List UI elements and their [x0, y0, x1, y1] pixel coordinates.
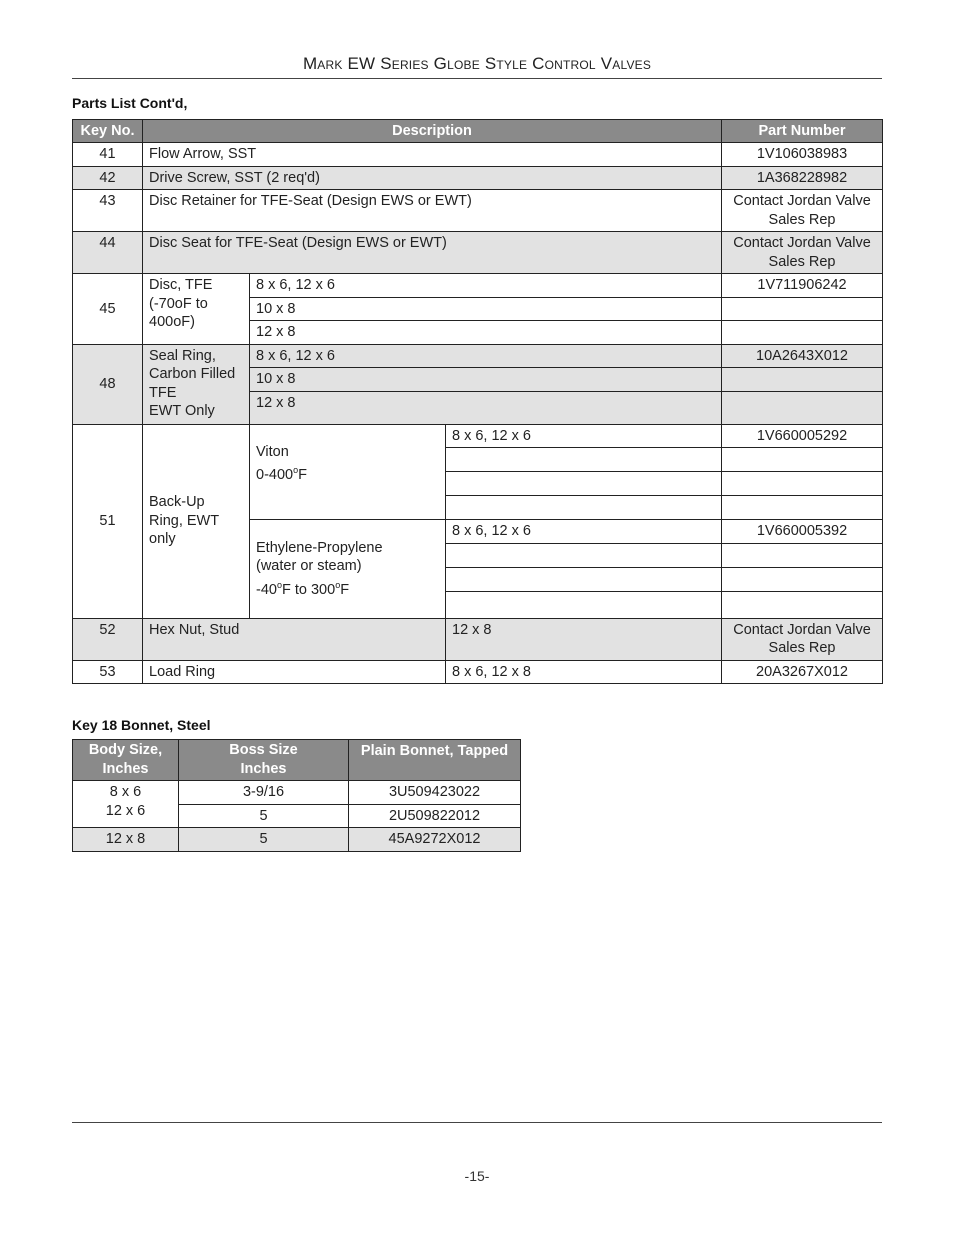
- size-cell: [446, 472, 722, 496]
- table-row: [73, 828, 521, 852]
- body-size-line: 12 x 6: [105, 802, 146, 819]
- description-line: 400oF): [149, 314, 195, 330]
- size-cell: 8 x 6, 12 x 6: [250, 274, 722, 298]
- boss-size-cell: 5: [179, 804, 349, 828]
- key-no-cell: 48: [73, 344, 143, 424]
- table-row: [73, 232, 883, 274]
- page-number: -15-: [464, 1168, 490, 1184]
- part-number-cell: 45A9272X012: [349, 828, 521, 852]
- part-number-cell: [722, 391, 883, 424]
- key-no-cell: 51: [73, 424, 143, 618]
- material-line: Ethylene-Propylene: [256, 539, 383, 556]
- part-number-line: Sales Rep: [768, 640, 836, 656]
- footer-divider: [72, 1122, 882, 1123]
- part-number-cell: 1V660005292: [722, 424, 883, 448]
- table-row: [73, 424, 883, 448]
- description-line: Disc, TFE: [149, 277, 213, 293]
- size-cell: 8 x 6, 12 x 6: [250, 344, 722, 368]
- description-cell: Load Ring: [143, 660, 446, 684]
- bonnet-table: [72, 739, 521, 852]
- material-line: F to 300: [281, 581, 336, 598]
- size-cell: 10 x 8: [250, 297, 722, 321]
- key-no-cell: 44: [73, 232, 143, 274]
- part-number-line: Sales Rep: [768, 253, 836, 270]
- parts-list-table: [72, 119, 883, 684]
- description-line: TFE: [149, 384, 177, 401]
- part-number-cell: 1A368228982: [722, 166, 883, 190]
- part-number-cell: [722, 472, 883, 496]
- unit-label: F: [340, 581, 350, 598]
- part-number-cell: [722, 567, 883, 591]
- table-header-row: [73, 120, 883, 143]
- part-number-cell: 1V106038983: [722, 143, 883, 167]
- material-line: Viton: [256, 443, 289, 460]
- part-number-cell: [722, 591, 883, 618]
- size-cell: 12 x 8: [250, 321, 722, 345]
- header-plain-bonnet: Plain Bonnet, Tapped: [349, 740, 521, 781]
- header-description: Description: [143, 120, 722, 143]
- material-line: 0-400: [256, 467, 294, 484]
- description-line: Seal Ring,: [149, 347, 216, 364]
- description-cell: [143, 274, 250, 345]
- part-number-cell: [722, 297, 883, 321]
- material-cell: [250, 424, 446, 520]
- table-header-row: [73, 740, 521, 781]
- description-line: (-70oF to: [149, 295, 208, 312]
- part-number-line: Contact Jordan Valve: [733, 193, 871, 209]
- boss-size-cell: 3-9/16: [179, 781, 349, 805]
- key-no-cell: 42: [73, 166, 143, 190]
- header-line: Body Size,: [88, 742, 163, 758]
- page-header-title: Mark EW Series Globe Style Control Valves: [302, 54, 652, 73]
- header-body-size: [73, 740, 179, 781]
- degree-mark: o: [293, 465, 299, 476]
- degree-mark: o: [276, 579, 282, 590]
- part-number-cell: [722, 321, 883, 345]
- table-row: [73, 781, 521, 805]
- size-cell: [446, 496, 722, 520]
- description-cell: Disc Retainer for TFE-Seat (Design EWS or EWT): [143, 190, 722, 232]
- part-number-cell: [722, 618, 883, 660]
- header-boss-size: [179, 740, 349, 781]
- bonnet-table-title: Key 18 Bonnet, Steel: [72, 717, 211, 733]
- part-number-cell: 2U509822012: [349, 804, 521, 828]
- table-row: [73, 660, 883, 684]
- table-row: [73, 166, 883, 190]
- size-cell: 8 x 6, 12 x 6: [446, 520, 722, 544]
- table-row: [73, 618, 883, 660]
- part-number-cell: [722, 190, 883, 232]
- part-number-cell: [722, 368, 883, 392]
- header-line: Inches: [102, 761, 149, 777]
- header-line: Inches: [240, 761, 287, 777]
- key-no-cell: 45: [73, 274, 143, 345]
- description-line: Carbon Filled: [149, 366, 236, 382]
- key-no-cell: 43: [73, 190, 143, 232]
- description-cell: Disc Seat for TFE-Seat (Design EWS or EWT): [143, 232, 722, 274]
- part-number-cell: 10A2643X012: [722, 344, 883, 368]
- table-row: [73, 143, 883, 167]
- description-line: Back-Up: [149, 494, 205, 511]
- key-no-cell: 53: [73, 660, 143, 684]
- header-line: Boss Size: [229, 742, 298, 758]
- description-cell: Hex Nut, Stud: [143, 618, 446, 660]
- unit-label: F: [298, 467, 307, 484]
- part-number-cell: 3U509423022: [349, 781, 521, 805]
- size-cell: 12 x 8: [250, 391, 722, 424]
- degree-mark: o: [335, 579, 341, 590]
- part-number-cell: [722, 543, 883, 567]
- material-line: -40: [256, 581, 277, 598]
- part-number-cell: [722, 232, 883, 274]
- body-size-line: 8 x 6: [109, 784, 142, 800]
- size-cell: [446, 448, 722, 472]
- part-number-cell: 20A3267X012: [722, 660, 883, 684]
- description-line: Ring, EWT: [149, 512, 220, 529]
- part-number-cell: 1V711906242: [722, 274, 883, 298]
- size-cell: 8 x 6, 12 x 6: [446, 424, 722, 448]
- size-cell: [446, 591, 722, 618]
- material-cell: [250, 520, 446, 619]
- description-cell: [143, 424, 250, 618]
- body-size-cell: 12 x 8: [73, 828, 179, 852]
- description-cell: Drive Screw, SST (2 req'd): [143, 166, 722, 190]
- table-row: [73, 344, 883, 368]
- table-row: [73, 190, 883, 232]
- size-cell: 12 x 8: [446, 618, 722, 660]
- part-number-line: Sales Rep: [768, 211, 836, 228]
- size-cell: 10 x 8: [250, 368, 722, 392]
- boss-size-cell: 5: [179, 828, 349, 852]
- key-no-cell: 52: [73, 618, 143, 660]
- description-line: EWT Only: [149, 403, 215, 419]
- part-number-cell: 1V660005392: [722, 520, 883, 544]
- part-number-cell: [722, 448, 883, 472]
- body-size-cell: [73, 781, 179, 828]
- size-cell: [446, 567, 722, 591]
- description-line: only: [149, 531, 176, 548]
- header-key-no: Key No.: [73, 120, 143, 143]
- description-cell: [143, 344, 250, 424]
- material-line: (water or steam): [256, 558, 362, 575]
- table-row: [73, 274, 883, 298]
- key-no-cell: 41: [73, 143, 143, 167]
- part-number-cell: [722, 496, 883, 520]
- size-cell: 8 x 6, 12 x 8: [446, 660, 722, 684]
- part-number-line: Contact Jordan Valve: [733, 621, 871, 638]
- description-cell: Flow Arrow, SST: [143, 143, 722, 167]
- parts-list-title: Parts List Cont'd,: [72, 95, 188, 111]
- part-number-line: Contact Jordan Valve: [733, 235, 871, 251]
- header-divider: [72, 78, 882, 79]
- size-cell: [446, 543, 722, 567]
- header-part-number: Part Number: [722, 120, 883, 143]
